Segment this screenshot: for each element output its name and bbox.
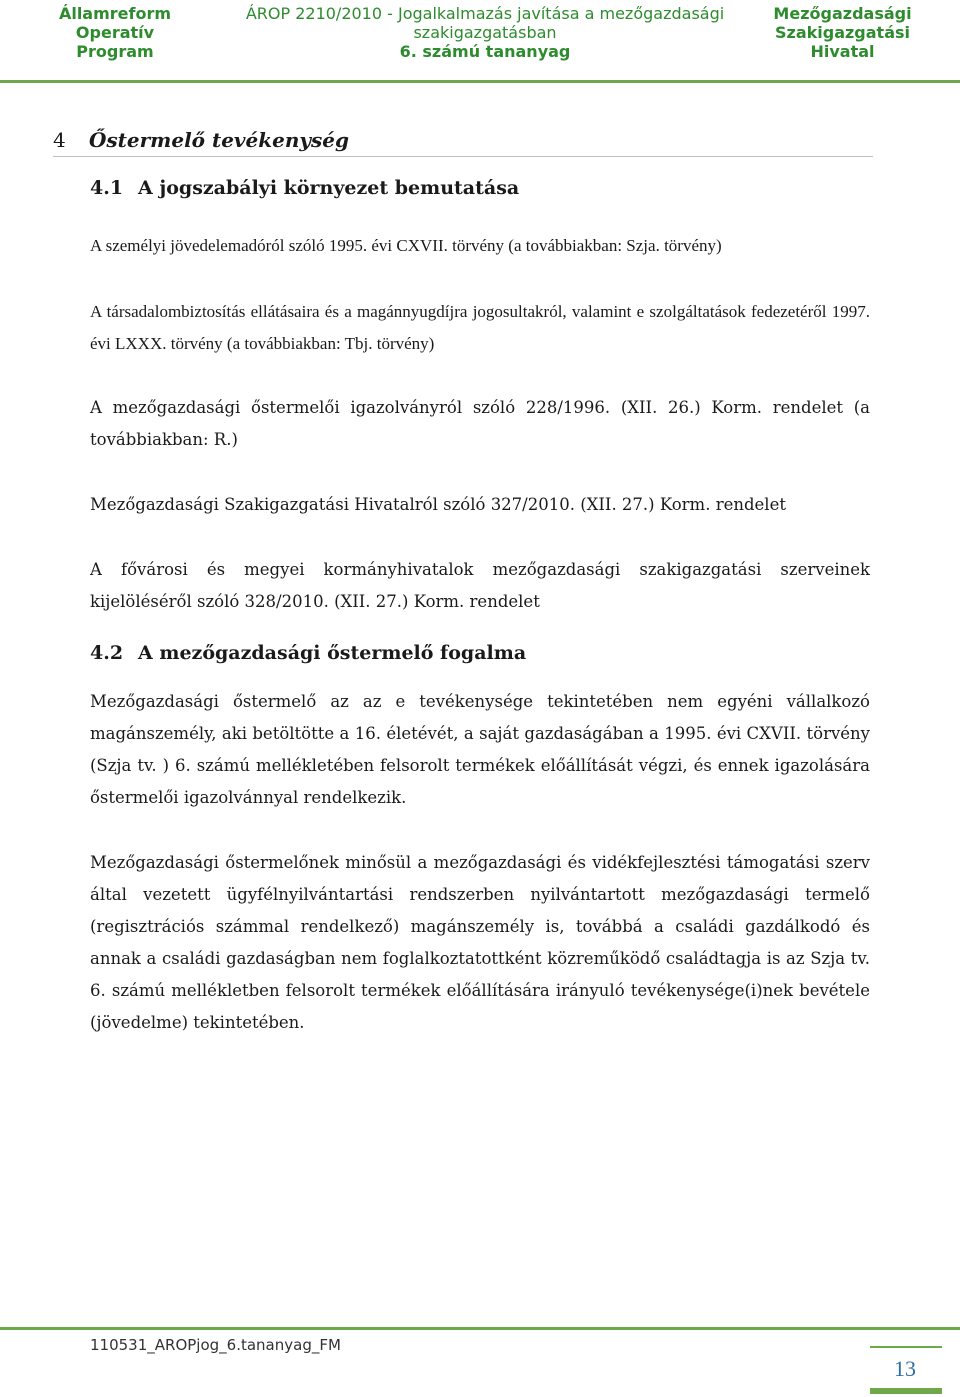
office-name-line: Mezőgazdasági [773,4,912,23]
law-item: A fővárosi és megyei kormányhivatalok mezőgazdasági szakigazgatási szerveinek kijelöléséről szóló 328/2010. (XII. 27.) Korm. rendelet [90,560,870,611]
program-name-line: Program [76,42,154,61]
law-item: A személyi jövedelemadóról szóló 1995. évi CXVII. törvény (a továbbiakban: Szja. törvény) [90,236,722,255]
subsection-heading [90,177,519,199]
definition-paragraph: Mezőgazdasági őstermelő az az e tevékenysége tekintetében nem egyéni vállalkozó magánszemély, aki betöltötte a 16. életévét, a saját gazdaságában a 1995. évi CXVII. törvény (Szja tv. ) 6. számú mellékletében felsorolt termékek előállítását végzi, és ennek igazolására őstermelői igazolvánnyal rendelkezik. [90,692,870,807]
program-name-line: Operatív [75,23,155,42]
program-name-line: Államreform [58,4,172,23]
office-name-line: Szakigazgatási [774,23,911,42]
section-heading [53,128,349,152]
subsection-number: 4.1 [90,177,124,199]
section-title: Őstermelő tevékenység [89,128,349,152]
law-item: Mezőgazdasági Szakigazgatási Hivatalról szóló 327/2010. (XII. 27.) Korm. rendelet [90,495,786,514]
project-title-line: ÁROP 2210/2010 - Jogalkalmazás javítása a mezőgazdasági [245,4,725,23]
footer-doc-id: 110531_AROPjog_6.tananyag_FM [90,1336,341,1354]
law-item: A mezőgazdasági őstermelői igazolványról szóló 228/1996. (XII. 26.) Korm. rendelet (a továbbiakban: R.) [90,398,870,449]
office-name-line: Hivatal [810,42,875,61]
office-name [760,4,925,61]
section-divider [53,156,873,157]
material-number: 6. számú tananyag [399,42,571,61]
subsection-number: 4.2 [90,642,124,664]
section-number: 4 [53,128,66,152]
law-item: A társadalombiztosítás ellátásaira és a magánnyugdíjra jogosultakról, valamint e szolgáltatások fedezetéről 1997. évi LXXX. törvény (a továbbiakban: Tbj. törvény) [90,302,870,353]
page-header [0,0,960,82]
page-number: 13 [894,1356,916,1381]
project-title-line: szakigazgatásban [413,23,557,42]
page-number-box [870,1346,942,1386]
subsection-title: A jogszabályi környezet bemutatása [138,177,520,199]
subsection-title: A mezőgazdasági őstermelő fogalma [138,642,527,664]
project-title [220,4,750,61]
footer-divider [0,1327,960,1330]
program-name [40,4,190,61]
definition-paragraph: Mezőgazdasági őstermelőnek minősül a mezőgazdasági és vidékfejlesztési támogatási szerv által vezetett ügyfélnyilvántartási rendszerben nyilvántartott mezőgazdasági termelő (regisztrációs számmal rendelkező) magánszemély is, továbbá a családi gazdálkodó és annak a családi gazdaságban nem foglalkoztatottként közreműködő családtagja is az Szja tv. 6. számú mellékletben felsorolt termékek előállítására irányuló tevékenysége(i)nek bevétele (jövedelme) tekintetében. [90,853,870,1032]
subsection-heading [90,642,526,664]
page-number-bar [870,1388,942,1394]
header-divider [0,80,960,83]
